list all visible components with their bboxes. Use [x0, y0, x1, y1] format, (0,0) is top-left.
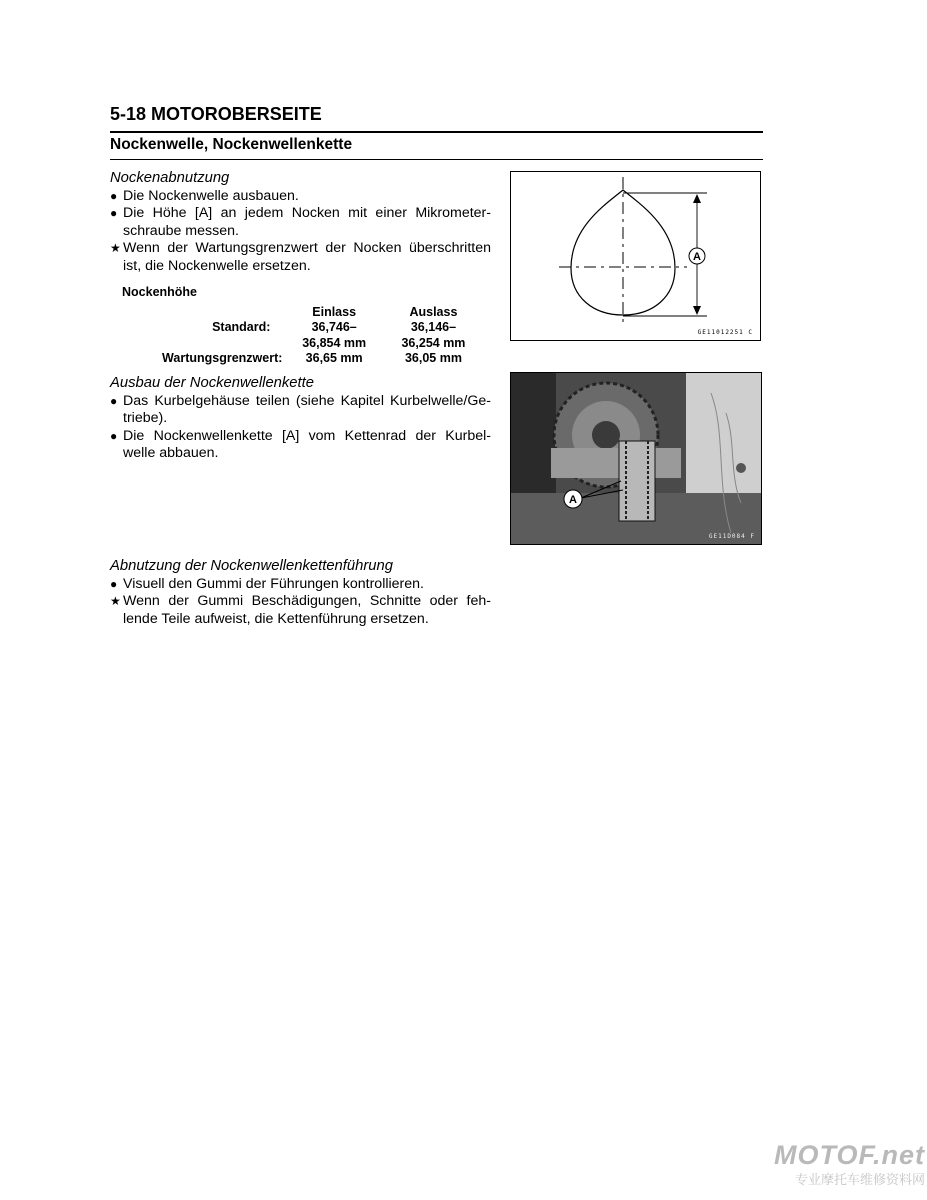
- list-item: [110, 593, 491, 628]
- star-icon: ★: [110, 594, 121, 608]
- figure-code: GE11012251 C: [697, 329, 753, 336]
- list-item: [110, 576, 491, 594]
- list-item-text: Die Nockenwelle ausbauen.: [123, 187, 299, 204]
- cam-lobe-diagram: [511, 172, 760, 340]
- guide-wear-block: [110, 558, 491, 628]
- bullet-icon: ●: [110, 576, 118, 591]
- chain-removal-heading: Ausbau der Nockenwellenkette: [110, 375, 314, 391]
- list-item-text: Visuell den Gummi der Führungen kontrollieren.: [123, 575, 424, 592]
- cam-chain-photo: [510, 372, 762, 545]
- bullet-icon: ●: [110, 188, 118, 203]
- limit-label: Wartungsgrenzwert:: [162, 351, 283, 365]
- list-item-text: Das Kurbelgehäuse teilen (siehe Kapitel Kurbelwelle/Ge-triebe).: [123, 392, 491, 426]
- col-intake-header: Einlass: [312, 304, 357, 319]
- callout-label-a: A: [569, 494, 577, 506]
- cam-wear-block: [110, 170, 491, 275]
- guide-wear-heading: Abnutzung der Nockenwellenkettenführung: [110, 558, 393, 574]
- watermark-subtext: 专业摩托车维修资料网: [794, 1172, 925, 1187]
- star-icon: ★: [110, 241, 121, 255]
- limit-intake-value: 36,65 mm: [305, 351, 363, 365]
- cam-height-spec: [110, 285, 491, 367]
- list-item: [110, 188, 491, 206]
- limit-exhaust-value: 36,05 mm: [404, 351, 462, 365]
- list-item-text: Die Nockenwellenkette [A] vom Kettenrad der Kurbel-welle abbauen.: [123, 427, 491, 461]
- section-title: Nockenwelle, Nockenwellenkette: [110, 136, 353, 153]
- list-item: [110, 428, 491, 463]
- std-intake-value-1: 36,746–: [311, 320, 357, 334]
- cam-wear-heading: Nockenabnutzung: [110, 170, 230, 186]
- list-item-text: Wenn der Gummi Beschädigungen, Schnitte oder feh-lende Teile aufweist, die Kettenführung ersetzen.: [123, 593, 491, 627]
- bullet-icon: ●: [110, 206, 118, 220]
- spec-title: Nockenhöhe: [122, 285, 198, 299]
- list-item-text: Wenn der Wartungsgrenzwert der Nocken überschritten ist, die Nockenwelle ersetzen.: [123, 240, 491, 274]
- standard-label: Standard:: [212, 320, 271, 334]
- std-intake-value-2: 36,854 mm: [302, 335, 367, 350]
- dimension-label-a: A: [693, 251, 701, 263]
- std-exhaust-value-1: 36,146–: [410, 320, 457, 334]
- bullet-icon: ●: [110, 428, 118, 443]
- spec-table: [128, 305, 491, 367]
- chain-removal-block: [110, 375, 491, 463]
- bullet-icon: ●: [110, 393, 118, 408]
- header-rule: [110, 131, 763, 133]
- page-header: 5-18 MOTOROBERSEITE: [110, 104, 322, 124]
- photo-code: GE11D084 F: [708, 533, 755, 540]
- list-item: [110, 393, 491, 428]
- col-exhaust-header: Auslass: [409, 304, 458, 319]
- list-item: [110, 240, 491, 275]
- list-item-text: Die Höhe [A] an jedem Nocken mit einer Mikrometer-schraube messen.: [123, 205, 491, 239]
- cam-lobe-figure: [510, 171, 761, 341]
- list-item: [110, 205, 491, 240]
- std-exhaust-value-2: 36,254 mm: [401, 335, 466, 350]
- watermark-logo: [760, 1140, 925, 1192]
- section-rule: [110, 159, 763, 160]
- engine-photo-illustration: [511, 373, 761, 544]
- watermark-text: MOTOF.net: [773, 1140, 925, 1170]
